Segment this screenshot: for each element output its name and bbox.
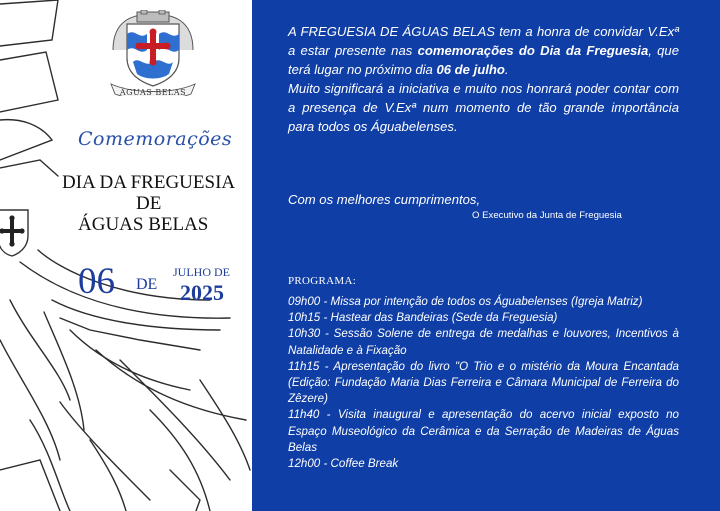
comemoracoes-heading: Comemorações bbox=[78, 128, 233, 150]
program-list bbox=[288, 294, 679, 472]
sign-off: Com os melhores cumprimentos, bbox=[288, 192, 481, 207]
event-date-month: JULHO DE bbox=[173, 265, 230, 279]
program-item: 09h00 - Missa por intenção de todos os Águabelenses (Igreja Matriz) bbox=[288, 295, 643, 308]
event-title-line3: ÁGUAS BELAS bbox=[78, 214, 209, 235]
signatory: O Executivo da Junta de Freguesia bbox=[472, 210, 622, 221]
program-title: PROGRAMA: bbox=[288, 275, 357, 287]
coat-of-arms-icon bbox=[103, 10, 203, 96]
crest-label: ÁGUAS BELAS bbox=[119, 88, 187, 97]
intro-text-1: A FREGUESIA DE ÁGUAS BELAS tem a honra de convidar V.Exª a estar presente nas bbox=[288, 24, 679, 58]
program-item: 12h00 - Coffee Break bbox=[288, 457, 399, 471]
program-item: 10h15 - Hastear das Bandeiras (Sede da Freguesia) bbox=[288, 311, 558, 325]
intro-emphasis-1: comemorações do Dia da Freguesia bbox=[417, 43, 649, 58]
event-title-line1: DIA DA FREGUESIA bbox=[62, 172, 236, 193]
intro-paragraph-2: Muito significará a iniciativa e muito nos honrará poder contar com a presença de V.Exª num momento de tão grande importância para todos os Águabelenses. bbox=[288, 81, 679, 134]
left-panel bbox=[0, 0, 252, 511]
intro-emphasis-2: 06 de julho bbox=[436, 62, 505, 77]
intro-text-3: . bbox=[504, 62, 509, 77]
event-title-line2: DE bbox=[136, 193, 162, 214]
shield-icon bbox=[0, 206, 36, 258]
intro-text-2: , que terá lugar no próximo dia bbox=[288, 43, 679, 77]
program-item: 10h30 - Sessão Solene de entrega de medalhas e louvores, Incentivos à Natalidade e à Fixação bbox=[288, 327, 679, 357]
program-item: 11h15 - Apresentação do livro "O Trio e o mistério da Moura Encantada (Edição: Fundação Maria Dias Ferreira e Câmara Municipal de Ferreira do Zêzere) bbox=[288, 359, 679, 406]
event-date-day: 06 bbox=[78, 261, 115, 302]
invitation-text bbox=[288, 22, 679, 136]
invitation-panel bbox=[252, 0, 720, 511]
program-item: 11h40 - Visita inaugural e apresentação do acervo inicial exposto no Espaço Museológico da Cerâmica e da Serração de Madeiras de Águas Belas bbox=[288, 408, 679, 454]
event-date-de: DE bbox=[136, 276, 158, 293]
event-date-year: 2025 bbox=[180, 280, 224, 305]
